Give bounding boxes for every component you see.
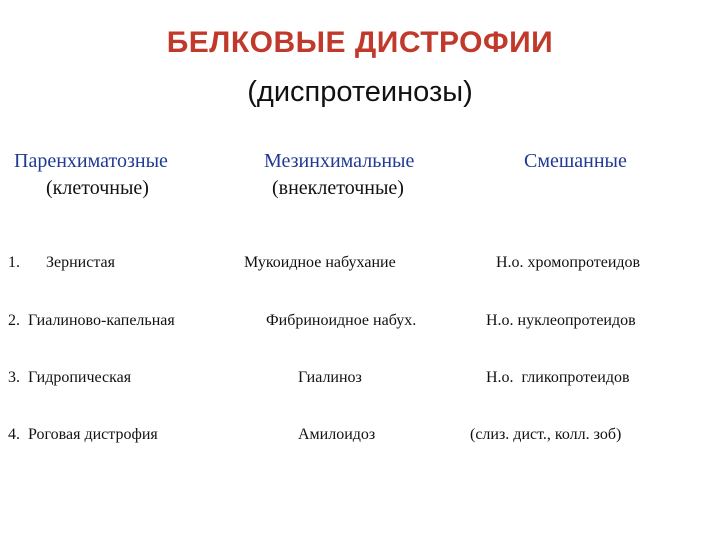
slide-subtitle: (диспротеинозы): [247, 76, 473, 108]
column-name: Смешанные: [524, 150, 627, 172]
row-4-mixed: (слиз. дист., колл. зоб): [470, 426, 622, 443]
row-2-mixed: Н.о. нуклеопротеидов: [486, 312, 636, 329]
row-number: 2.: [8, 312, 20, 329]
column-header-mixed: [524, 150, 627, 173]
row-2-parenchymal: Гиалиново-капельная: [28, 312, 175, 329]
row-1-parenchymal: Зернистая: [46, 254, 115, 271]
row-1-mesenchymal: Мукоидное набухание: [244, 254, 396, 271]
row-3-parenchymal: Гидропическая: [28, 369, 132, 386]
column-name: Паренхиматозные: [14, 150, 168, 172]
column-note: (клеточные): [46, 177, 149, 199]
row-1-mixed: Н.о. хромопротеидов: [496, 254, 641, 271]
row-2-mesenchymal: Фибриноидное набух.: [266, 312, 417, 329]
row-3-mixed: Н.о. гликопротеидов: [486, 369, 630, 386]
row-3-mesenchymal: Гиалиноз: [298, 369, 362, 386]
row-number: 1.: [8, 254, 20, 271]
row-4-mesenchymal: Амилоидоз: [298, 426, 376, 443]
slide-title: БЕЛКОВЫЕ ДИСТРОФИИ: [166, 26, 554, 59]
column-note: (внеклеточные): [272, 177, 404, 199]
column-header-mesenchymal: [264, 150, 414, 200]
row-4-parenchymal: Роговая дистрофия: [28, 426, 158, 443]
row-number: 3.: [8, 369, 20, 386]
column-header-parenchymal: [14, 150, 168, 200]
column-name: Мезинхимальные: [264, 150, 415, 172]
row-number: 4.: [8, 426, 20, 443]
